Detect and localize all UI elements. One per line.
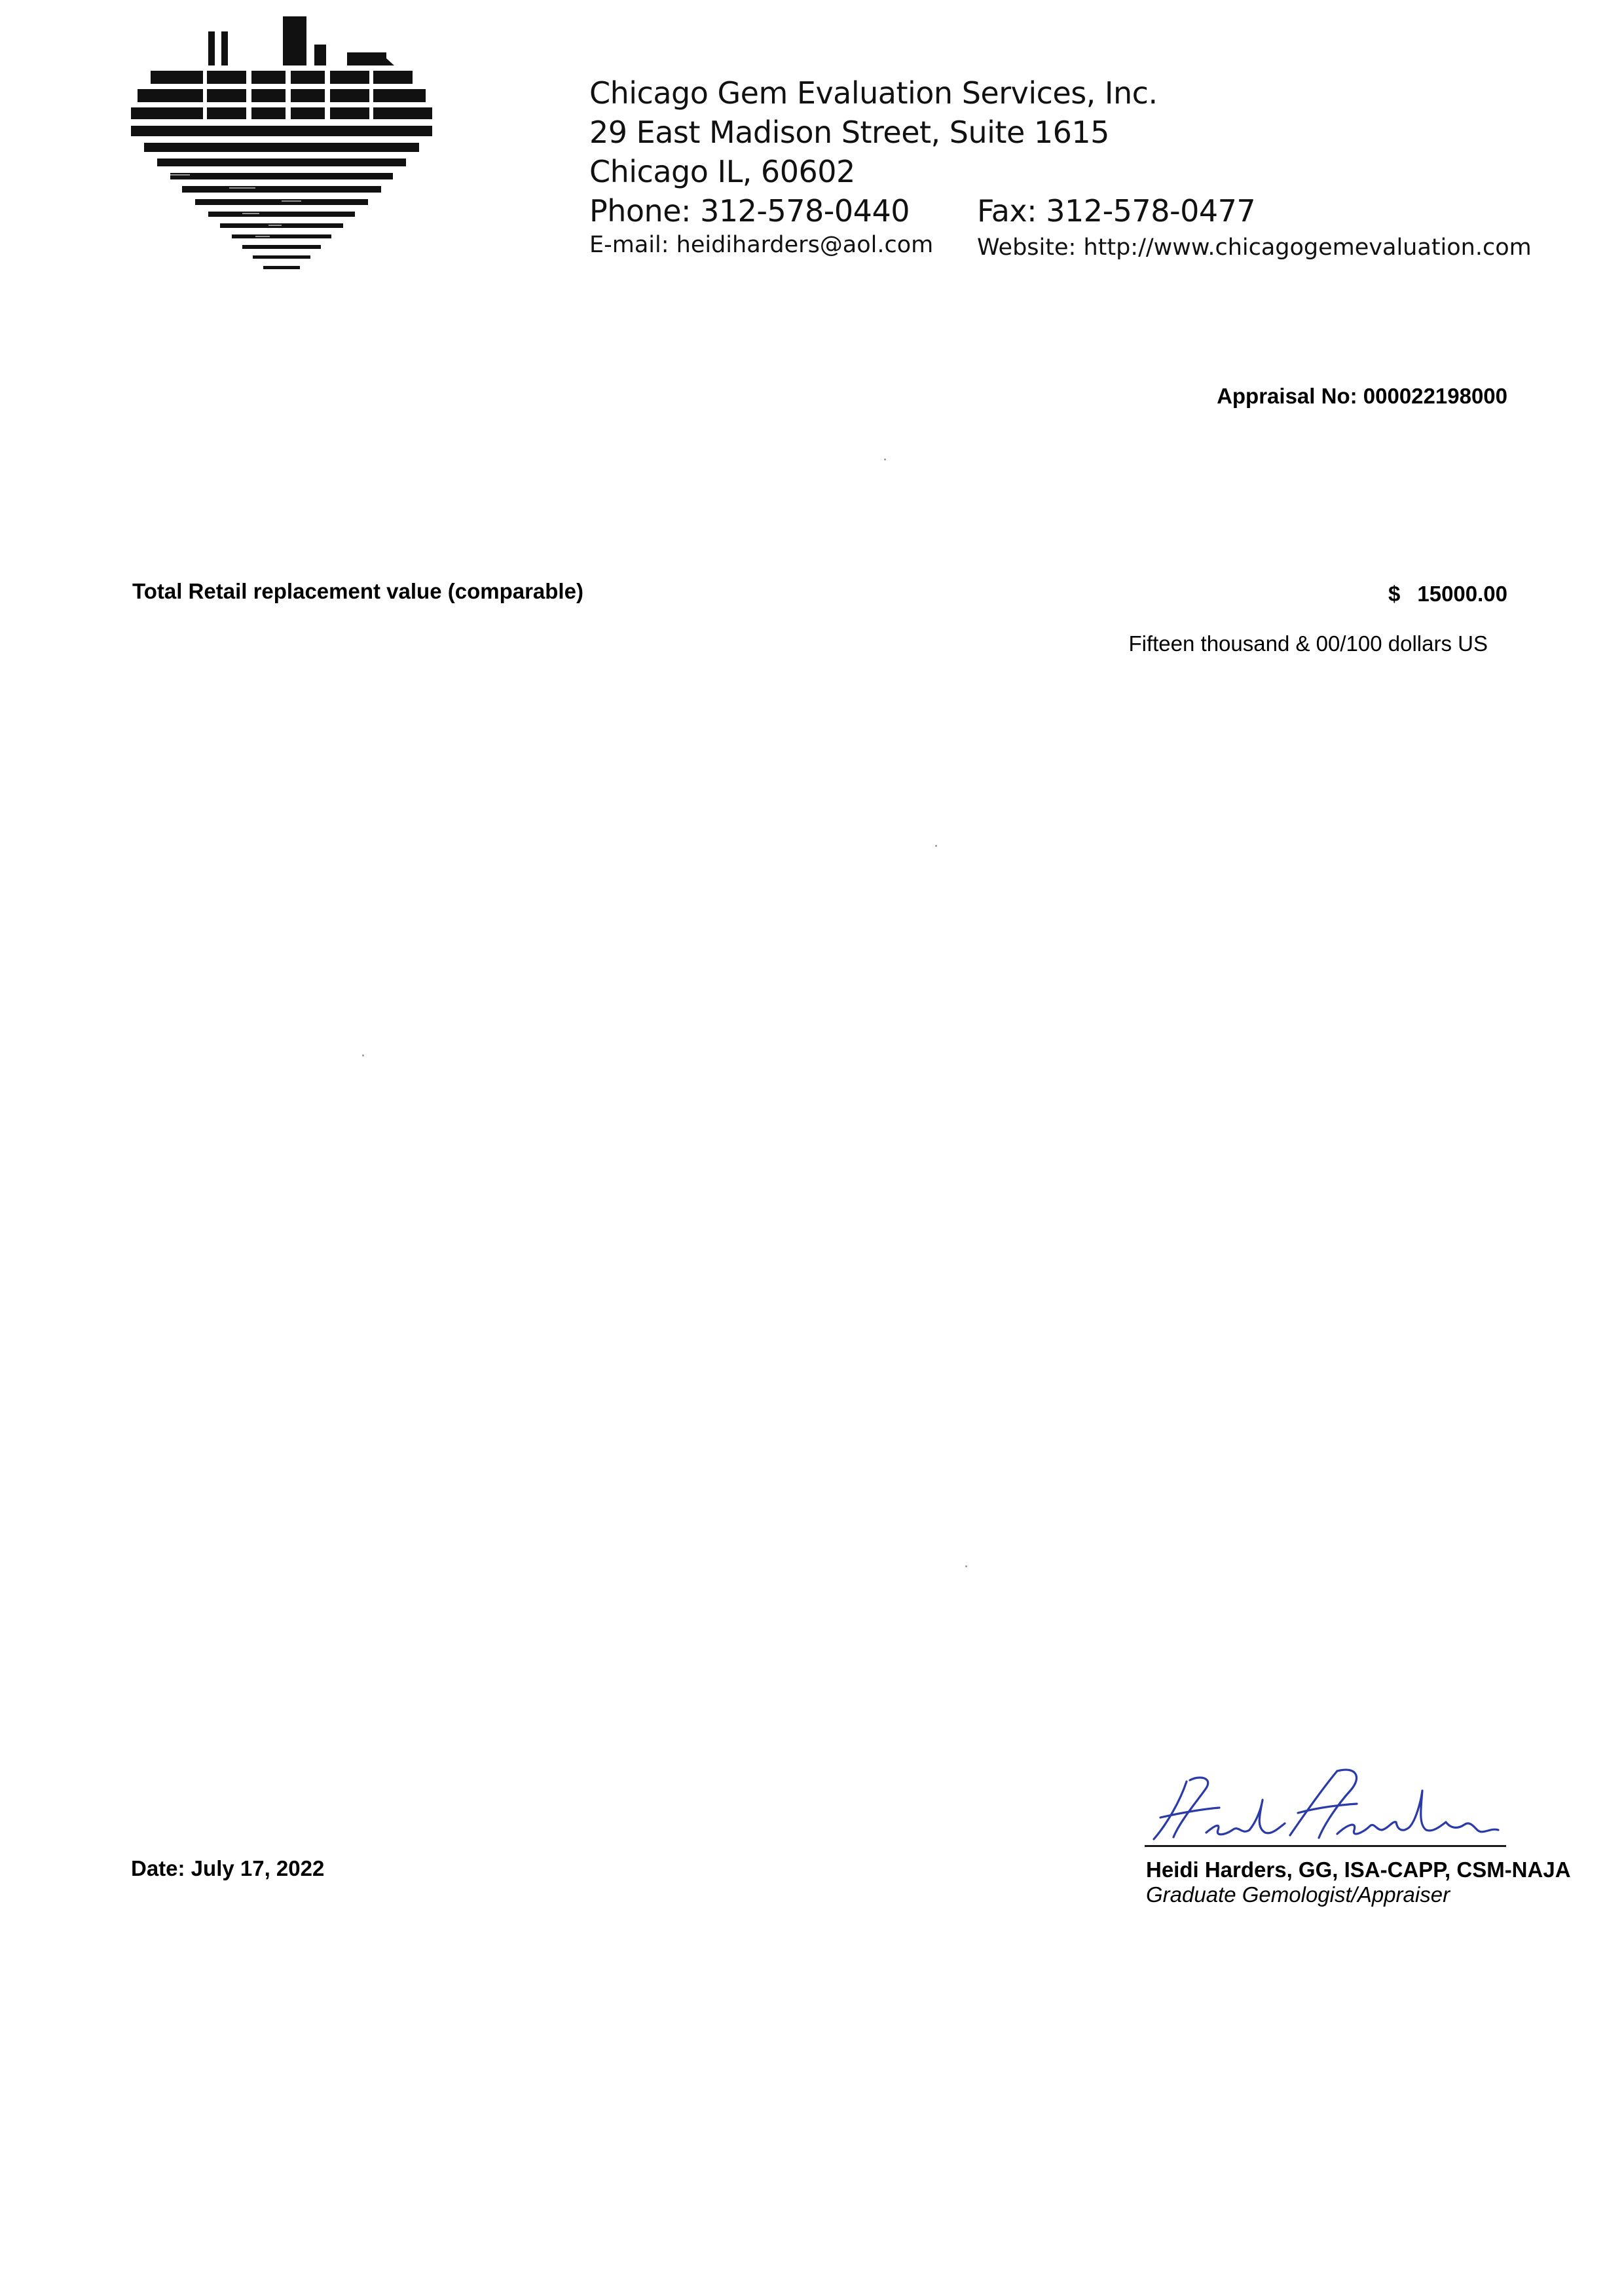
scan-speck <box>935 845 937 847</box>
handwritten-signature <box>1141 1762 1507 1847</box>
company-city: Chicago IL, 60602 <box>589 154 855 189</box>
scan-speck <box>884 458 886 460</box>
currency-symbol: $ <box>1388 582 1401 606</box>
signer-name: Heidi Harders, GG, ISA-CAPP, CSM-NAJA <box>1146 1857 1571 1882</box>
signature-line <box>1145 1845 1506 1847</box>
scan-speck <box>965 1565 967 1567</box>
appraisal-date: Date: July 17, 2022 <box>131 1856 325 1880</box>
value-amount-words: Fifteen thousand & 00/100 dollars US <box>1128 631 1488 656</box>
amount-number: 15000.00 <box>1417 582 1507 606</box>
company-website[interactable]: Website: http://www.chicagogemevaluation.com <box>977 234 1532 261</box>
letterhead <box>589 73 1158 191</box>
signer-title: Graduate Gemologist/Appraiser <box>1146 1882 1450 1907</box>
company-fax: Fax: 312-578-0477 <box>977 193 1256 229</box>
skyline-diamond-logo <box>111 13 439 308</box>
value-amount <box>1388 582 1507 606</box>
value-label: Total Retail replacement value (comparable) <box>132 579 583 603</box>
company-name: Chicago Gem Evaluation Services, Inc. <box>589 75 1158 111</box>
appraisal-number: Appraisal No: 000022198000 <box>1217 384 1507 408</box>
company-phone: Phone: 312-578-0440 <box>589 193 910 229</box>
company-email[interactable]: E-mail: heidiharders@aol.com <box>589 232 934 258</box>
company-street: 29 East Madison Street, Suite 1615 <box>589 115 1109 150</box>
scan-speck <box>362 1054 364 1056</box>
